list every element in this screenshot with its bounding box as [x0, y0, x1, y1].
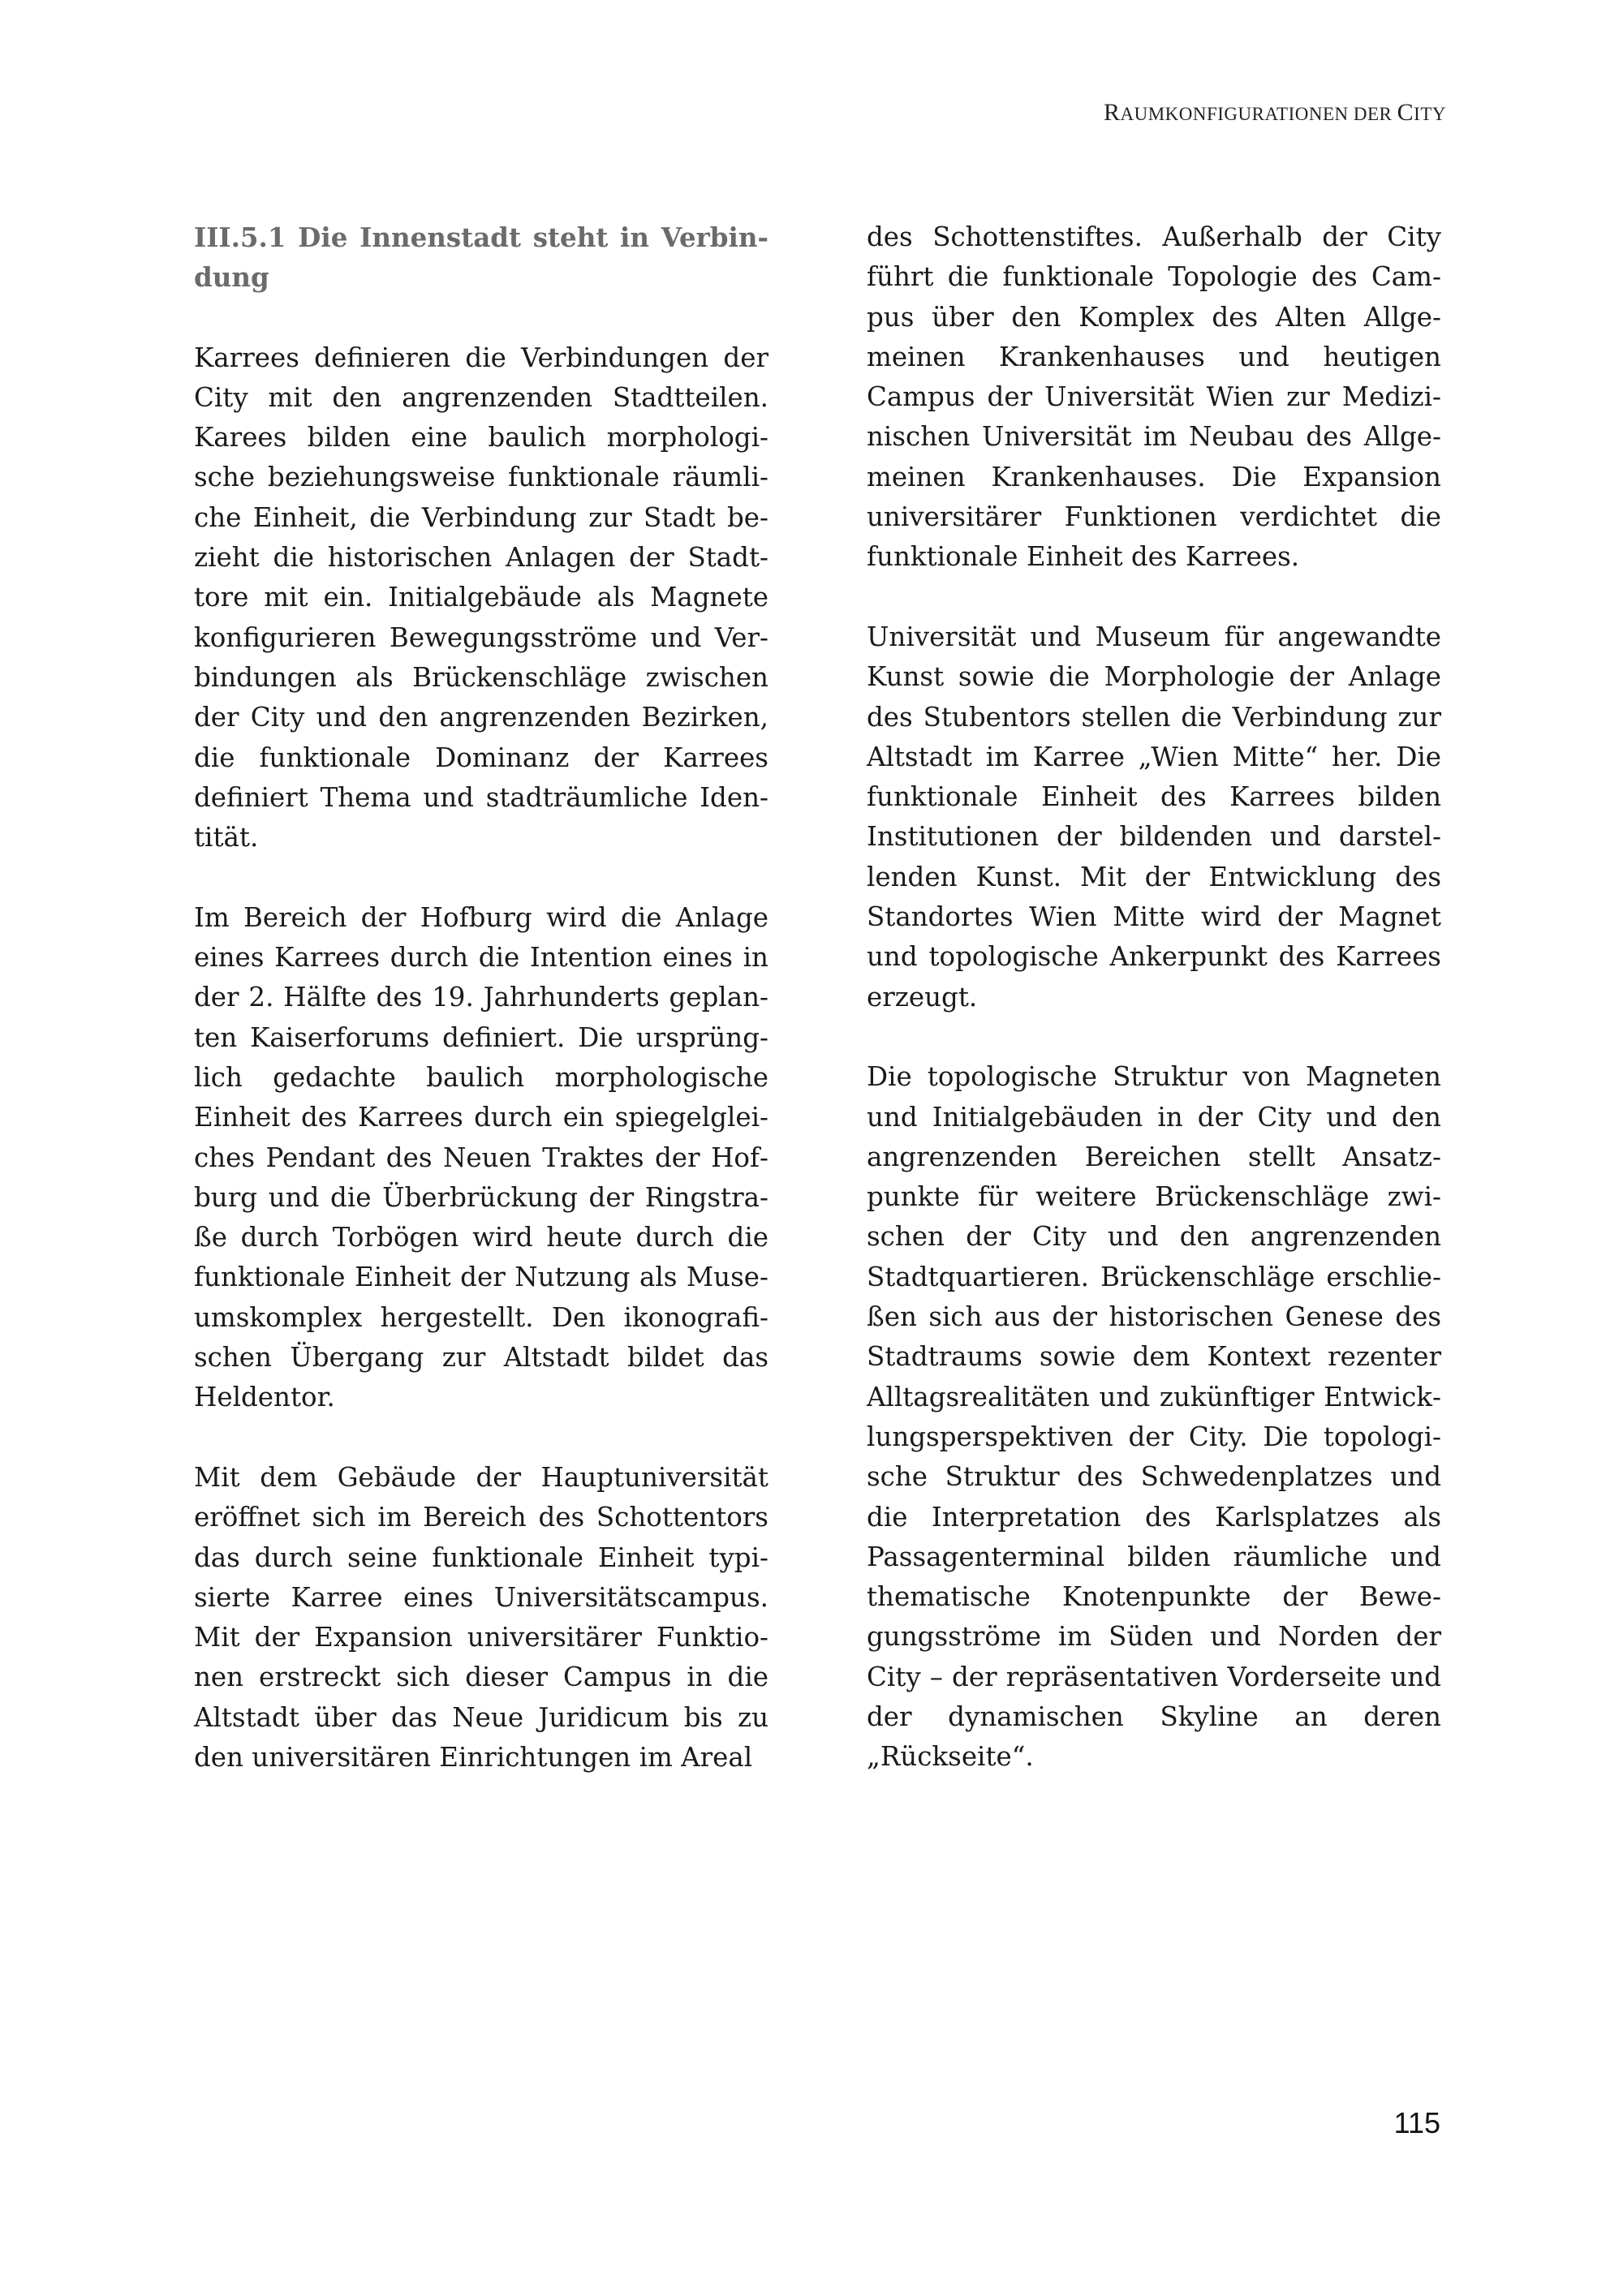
running-header-city-smallcaps: ITY — [1414, 104, 1446, 124]
running-header — [1104, 99, 1446, 127]
running-header-smallcaps: AUMKONFIGURATIONEN DER — [1120, 104, 1397, 124]
running-header-initial: R — [1103, 99, 1121, 126]
paragraph: Im Bereich der Hofburg wird die Anlage eines Karrees durch die Intention eines in der 2. Hälfte des 19. Jahrhunderts geplanten Kaiserforums definiert. Die ursprünglich gedachte baulich morphologische Einheit des Karrees durch ein spiegelgleiches Pendant des Neuen Traktes der Hofburg und die Überbrückung der Ringstraße durch Torbögen wird heute durch die funktionale Einheit der Nutzung als Museumskomplex hergestellt. Den ikonografischen Übergang zur Altstadt bildet das Heldentor. — [194, 901, 768, 1413]
section-heading: III.5.1 Die Innenstadt steht in Verbindung — [194, 221, 768, 294]
right-column — [867, 217, 1441, 1817]
paragraph: Universität und Museum für angewandte Kunst sowie die Morphologie der Anlage des Stubentors stellen die Verbindung zur Altstadt im Karree „Wien Mitte“ her. Die funktionale Einheit des Karrees bilden Institutionen der bildenden und darstellenden Kunst. Mit der Entwicklung des Standortes Wien Mitte wird der Magnet und topologische Ankerpunkt des Karrees erzeugt. — [867, 621, 1441, 1013]
paragraph: Die topologische Struktur von Magneten und Initialgebäuden in der City und den angrenzenden Bereichen stellt Ansatzpunkte für weitere Brückenschläge zwischen der City und den angrenzenden Stadtquartieren. Brückenschläge erschließen sich aus der historischen Genese des Stadtraums sowie dem Kontext rezenter Alltagsrealitäten und zukünftiger Entwicklungsperspektiven der City. Die topologische Struktur des Schwedenplatzes und die Interpretation des Karlsplatzes als Passagenterminal bilden räumliche und thematische Knotenpunkte der Bewegungsströme im Süden und Norden der City – der repräsentativen Vorderseite und der dynamischen Skyline an deren „Rückseite“. — [867, 1061, 1441, 1773]
paragraph: des Schottenstiftes. Außerhalb der City führt die funktionale Topologie des Campus über den Komplex des Alten Allgemeinen Krankenhauses und heutigen Campus der Universität Wien zur Medizinischen Universität im Neubau des Allgemeinen Krankenhauses. Die Expansion universitärer Funktionen verdichtet die funktionale Einheit des Karrees. — [867, 221, 1441, 573]
running-header-city-initial: C — [1397, 99, 1414, 126]
paragraph: Karrees definieren die Verbindungen der City mit den angrenzenden Stadtteilen. Karees bilden eine baulich morphologische beziehungsweise funktionale räumliche Einheit, die Verbindung zur Stadt bezieht die historischen Anlagen der Stadttore mit ein. Initialgebäude als Magnete konfigurieren Bewegungsströme und Verbindungen als Brückenschläge zwischen der City und den angrenzenden Bezirken, die funktionale Dominanz der Karrees definiert Thema und stadträumliche Identität. — [194, 342, 768, 853]
page-number: 115 — [1393, 2106, 1440, 2139]
left-column — [194, 217, 768, 1818]
paragraph: Mit dem Gebäude der Hauptuniversität eröffnet sich im Bereich des Schottentors das durch seine funktionale Einheit typisierte Karree eines Universitätscampus. Mit der Expansion universitärer Funktionen erstreckt sich dieser Campus in die Altstadt über das Neue Juridicum bis zu den universitären Einrichtungen im Areal — [194, 1461, 768, 1773]
